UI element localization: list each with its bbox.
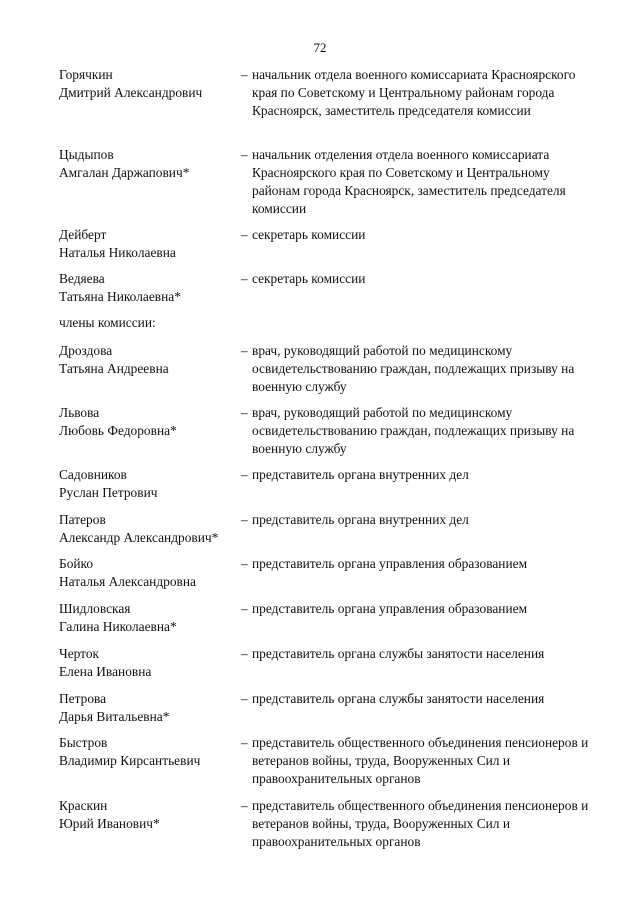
member-surname: Краскин xyxy=(59,798,108,813)
member-role-text: секретарь комиссии xyxy=(252,227,366,242)
member-role-text: представитель органа службы занятости населения xyxy=(252,646,545,661)
role-dash: – xyxy=(241,467,248,482)
member-surname: Быстров xyxy=(59,735,108,750)
member-entry xyxy=(59,270,599,314)
member-surname: Петрова xyxy=(59,691,107,706)
member-role xyxy=(241,66,599,120)
member-role-text: представитель органа службы занятости населения xyxy=(252,691,545,706)
member-entry xyxy=(59,511,599,555)
member-role xyxy=(241,797,599,851)
member-surname: Львова xyxy=(59,405,100,420)
member-surname: Ведяева xyxy=(59,271,105,286)
member-given-names: Галина Николаевна* xyxy=(59,619,177,634)
member-name xyxy=(59,511,241,547)
member-name xyxy=(59,645,241,681)
member-name xyxy=(59,466,241,502)
member-entry xyxy=(59,404,599,466)
role-dash: – xyxy=(241,227,248,242)
member-name xyxy=(59,66,241,102)
member-role-text: представитель органа управления образованием xyxy=(252,601,528,616)
page-number: 72 xyxy=(313,40,327,55)
member-name xyxy=(59,690,241,726)
member-role xyxy=(241,645,599,663)
member-role xyxy=(241,226,599,244)
member-name xyxy=(59,226,241,262)
member-role-text: представитель общественного объединения пенсионеров и ветеранов войны, труда, Вооруженных Сил и правоохранительных органов xyxy=(252,798,589,849)
member-role-text: начальник отдела военного комиссариата Красноярского края по Советскому и Центральному районам города Красноярск, заместитель председателя комиссии xyxy=(252,67,576,118)
member-entry xyxy=(59,600,599,645)
member-name xyxy=(59,734,241,770)
member-role xyxy=(241,734,599,788)
member-entry xyxy=(59,66,599,146)
member-entry xyxy=(59,226,599,270)
member-given-names: Наталья Александровна xyxy=(59,574,196,589)
member-surname: Горячкин xyxy=(59,67,113,82)
member-surname: Патеров xyxy=(59,512,106,527)
member-role-text: врач, руководящий работой по медицинскому освидетельствованию граждан, подлежащих призыву на военную службу xyxy=(252,405,575,456)
member-given-names: Владимир Кирсантьевич xyxy=(59,753,201,768)
member-role-text: начальник отделения отдела военного комиссариата Красноярского края по Советскому и Центральному районам города Красноярск, заместитель председателя комиссии xyxy=(252,147,566,216)
member-name xyxy=(59,342,241,378)
role-dash: – xyxy=(241,646,248,661)
member-given-names: Любовь Федоровна* xyxy=(59,423,177,438)
member-role-text: представитель общественного объединения пенсионеров и ветеранов войны, труда, Вооруженных Сил и правоохранительных органов xyxy=(252,735,589,786)
member-name xyxy=(59,600,241,636)
member-role xyxy=(241,270,599,288)
role-dash: – xyxy=(241,405,248,420)
role-dash: – xyxy=(241,691,248,706)
role-dash: – xyxy=(241,67,248,82)
member-entry xyxy=(59,555,599,600)
member-role-text: представитель органа внутренних дел xyxy=(252,467,469,482)
member-role xyxy=(241,511,599,529)
member-role xyxy=(241,342,599,396)
member-surname: Черток xyxy=(59,646,100,661)
member-given-names: Наталья Николаевна xyxy=(59,245,176,260)
member-role-text: представитель органа управления образованием xyxy=(252,556,528,571)
member-given-names: Дарья Витальевна* xyxy=(59,709,170,724)
member-role-text: врач, руководящий работой по медицинскому освидетельствованию граждан, подлежащих призыву на военную службу xyxy=(252,343,575,394)
member-given-names: Татьяна Николаевна* xyxy=(59,289,181,304)
member-role xyxy=(241,404,599,458)
member-role-text: представитель органа внутренних дел xyxy=(252,512,469,527)
member-entry xyxy=(59,734,599,797)
member-role xyxy=(241,600,599,618)
role-dash: – xyxy=(241,798,248,813)
member-given-names: Александр Александрович* xyxy=(59,530,219,545)
member-role xyxy=(241,466,599,484)
member-surname: Садовников xyxy=(59,467,127,482)
member-entry xyxy=(59,466,599,511)
member-role xyxy=(241,146,599,218)
member-name xyxy=(59,404,241,440)
role-dash: – xyxy=(241,343,248,358)
member-name xyxy=(59,146,241,182)
role-dash: – xyxy=(241,147,248,162)
role-dash: – xyxy=(241,512,248,527)
member-role-text: секретарь комиссии xyxy=(252,271,366,286)
role-dash: – xyxy=(241,271,248,286)
member-entry xyxy=(59,690,599,734)
section-label: члены комиссии: xyxy=(59,315,156,330)
member-surname: Цыдыпов xyxy=(59,147,114,162)
member-entry xyxy=(59,146,599,226)
member-surname: Дроздова xyxy=(59,343,113,358)
role-dash: – xyxy=(241,601,248,616)
member-name xyxy=(59,797,241,833)
member-surname: Дейберт xyxy=(59,227,107,242)
member-given-names: Юрий Иванович* xyxy=(59,816,160,831)
member-role xyxy=(241,555,599,573)
member-given-names: Дмитрий Александрович xyxy=(59,85,203,100)
member-entry xyxy=(59,797,599,859)
role-dash: – xyxy=(241,735,248,750)
member-entry xyxy=(59,342,599,404)
commission-roster xyxy=(59,66,599,859)
member-given-names: Елена Ивановна xyxy=(59,664,152,679)
role-dash: – xyxy=(241,556,248,571)
member-given-names: Амгалан Даржапович* xyxy=(59,165,190,180)
member-name xyxy=(59,555,241,591)
member-surname: Шидловская xyxy=(59,601,131,616)
member-surname: Бойко xyxy=(59,556,94,571)
member-given-names: Татьяна Андреевна xyxy=(59,361,169,376)
member-name xyxy=(59,270,241,306)
member-role xyxy=(241,690,599,708)
member-entry xyxy=(59,645,599,690)
member-given-names: Руслан Петрович xyxy=(59,485,158,500)
